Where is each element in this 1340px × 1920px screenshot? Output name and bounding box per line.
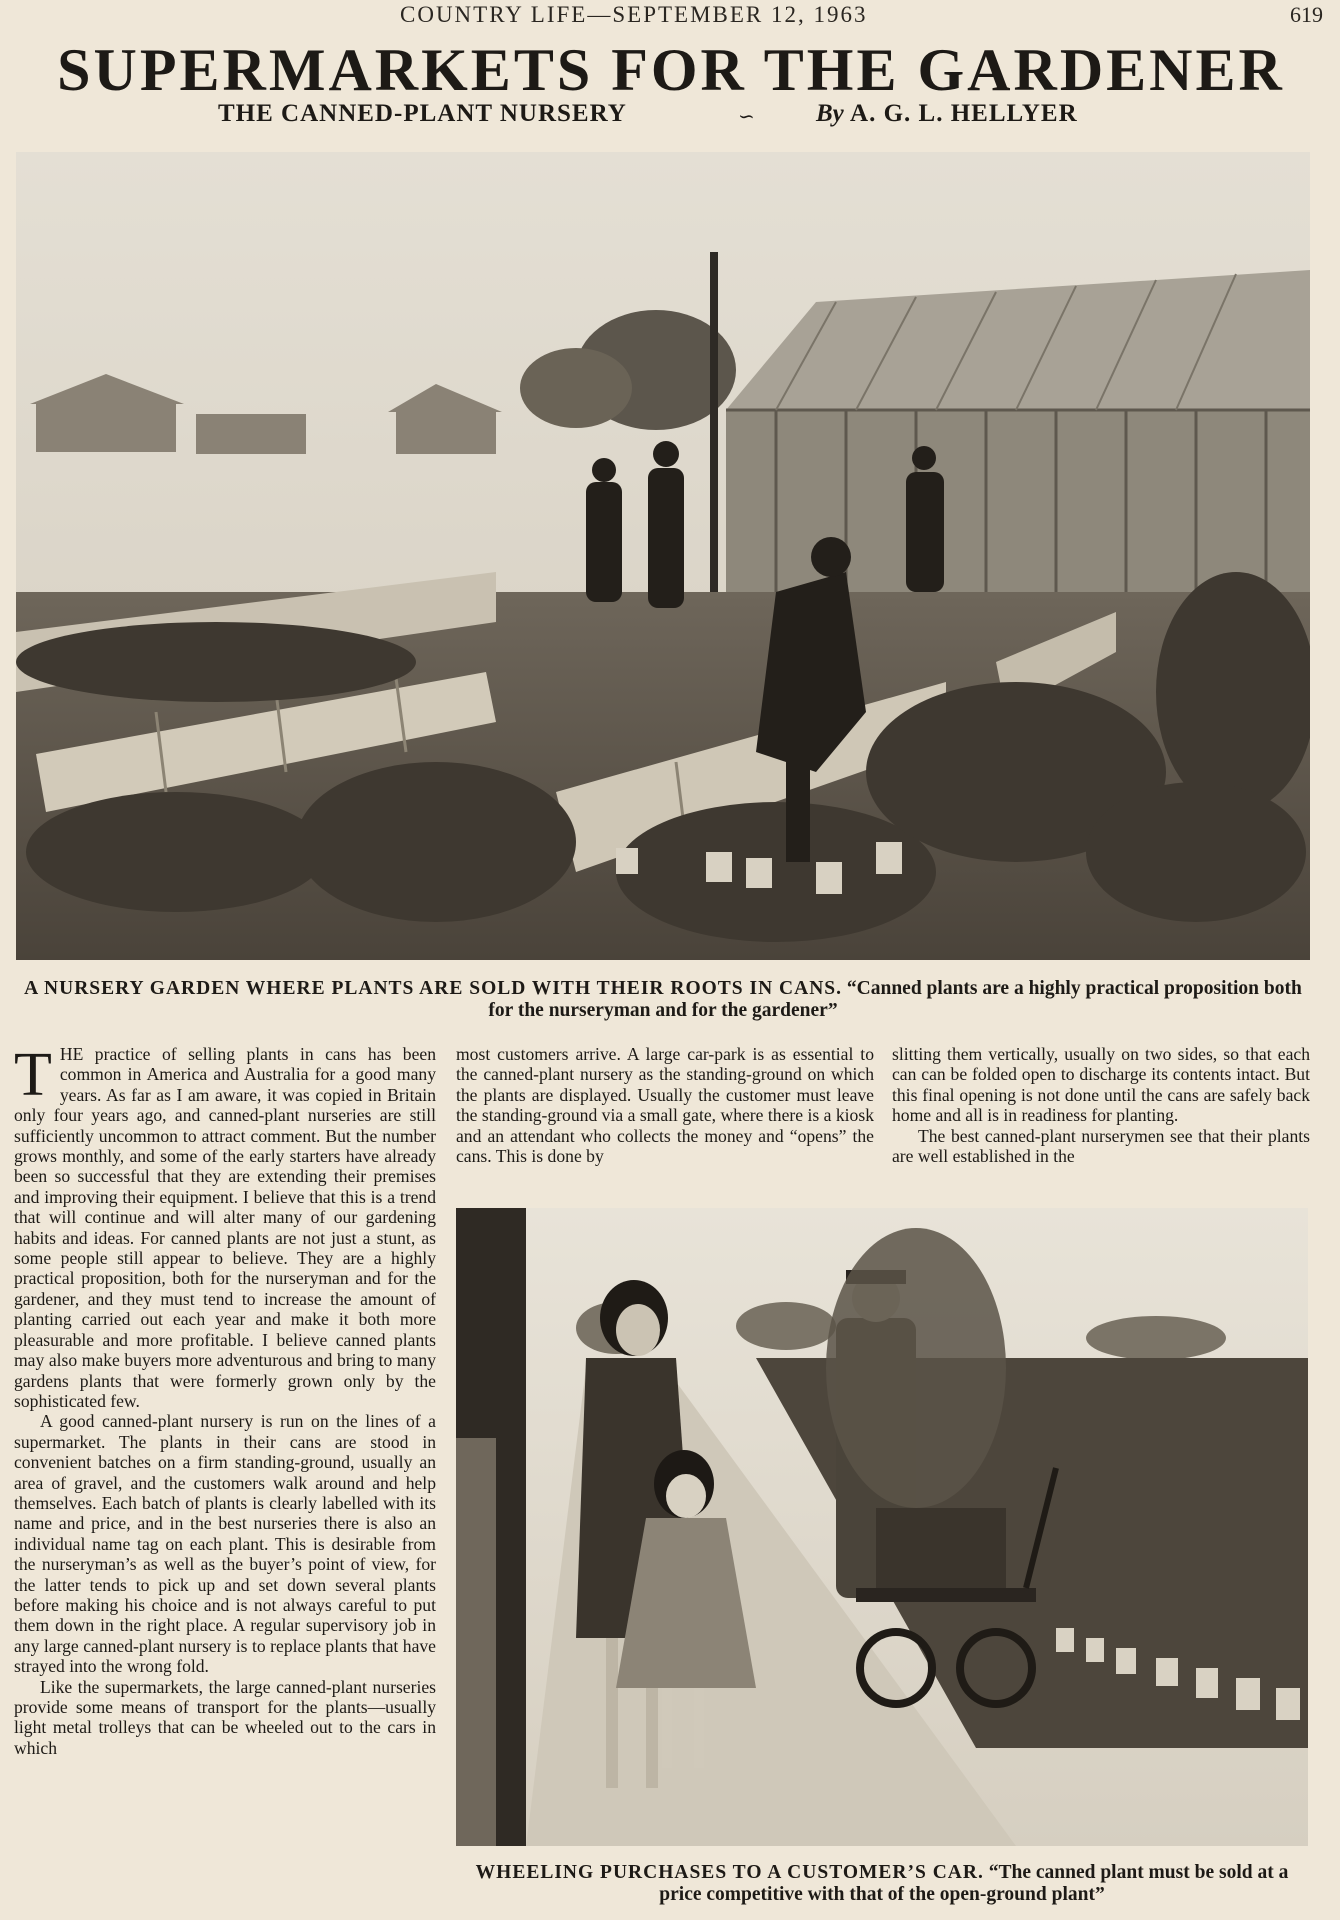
- nursery-garden-photo: [16, 152, 1310, 960]
- bottom-photo-caption: [456, 1862, 1308, 1906]
- column-3-paragraph-1: slitting them vertically, usually on two sides, so that each can can be folded open to discharge its contents intact. But this final opening is not done until the cans are safely back home and all is in readiness for planting.: [892, 1044, 1310, 1126]
- article-column-2: [456, 1044, 874, 1186]
- page-number: 619: [1290, 2, 1323, 27]
- bottom-caption-quote: “The canned plant must be sold at a price competitive with that of the open-ground plant”: [659, 1862, 1289, 1905]
- byline: [816, 100, 1078, 128]
- subhead: THE CANNED-PLANT NURSERY: [218, 100, 627, 127]
- wheeling-purchases-illustration: [456, 1208, 1308, 1846]
- byline-prefix: By: [816, 100, 844, 127]
- top-caption-lead: A NURSERY GARDEN WHERE PLANTS ARE SOLD WITH THEIR ROOTS IN CANS.: [24, 978, 843, 999]
- telegraph-pole: [710, 252, 718, 612]
- column-3-paragraph-2: The best canned-plant nurserymen see that their plants are well established in the: [892, 1125, 1310, 1167]
- stone-wall: [456, 1438, 496, 1846]
- article-column-3: [892, 1044, 1310, 1186]
- top-caption-quote: “Canned plants are a highly practical proposition both for the nurseryman and for the gardener”: [488, 978, 1302, 1021]
- article-paragraph-3: Like the supermarkets, the large canned-plant nurseries provide some means of transport for the plants—usually light metal trolleys that can be wheeled out to the cars in which: [14, 1676, 436, 1758]
- article-column-1: [14, 1044, 436, 1918]
- article-paragraph-1: THE practice of selling plants in cans has been common in America and Australia for a good many years. As far as I am aware, it was copied in Britain only four years ago, and canned-plant nurseries are still sufficiently uncommon to attract comment. But the number grows monthly, and some of the early starters have already been so successful that they are extending their premises and improving their equipment. I believe that this is a trend that will continue and will alter many of our gardening habits and ideas. For canned plants are not just a stunt, as some people still appear to believe. They are a highly practical proposition, both for the nurseryman and for the gardener, and they must tend to increase the amount of planting carried out each year and make it both more pleasurable and more profitable. I believe canned plants may also make buyers more adventurous and bring to many gardens plants that were formerly grown only by the sophisticated few.: [14, 1044, 436, 1411]
- article-paragraph-2: A good canned-plant nursery is run on the lines of a supermarket. The plants in their cans are stood in convenient batches on a firm standing-ground, usually an area of gravel, and the customers walk around and help themselves. Each batch of plants is clearly labelled with its name and price, and in the best nurseries there is also an individual name tag on each plant. This is desirable from the nurseryman’s as well as the buyer’s point of view, for the latter tends to pick up and set down several plants before making his choice and is not always careful to put them down in the right place. A regular supervisory job in any large canned-plant nursery is to replace plants that have strayed into the wrong fold.: [14, 1411, 436, 1677]
- ornament-icon: ∽: [738, 106, 755, 128]
- byline-name: A. G. L. HELLYER: [850, 100, 1078, 127]
- column-2-text: most customers arrive. A large car-park is as essential to the canned-plant nursery as the standing-ground on which the plants are displayed. Usually the customer must leave the standing-ground via a small gate, where there is a kiosk and an attendant who collects the money and “opens” the cans. This is done by: [456, 1044, 874, 1167]
- drop-cap: T: [14, 1044, 52, 1109]
- bottom-caption-lead: WHEELING PURCHASES TO A CUSTOMER’S CAR.: [475, 1862, 984, 1883]
- top-photo-caption: [16, 978, 1310, 1022]
- nursery-garden-illustration: [16, 152, 1310, 960]
- headline: SUPERMARKETS FOR THE GARDENER: [57, 37, 1285, 103]
- wheeling-purchases-photo: [456, 1208, 1308, 1846]
- running-head: COUNTRY LIFE—SEPTEMBER 12, 1963: [400, 2, 868, 27]
